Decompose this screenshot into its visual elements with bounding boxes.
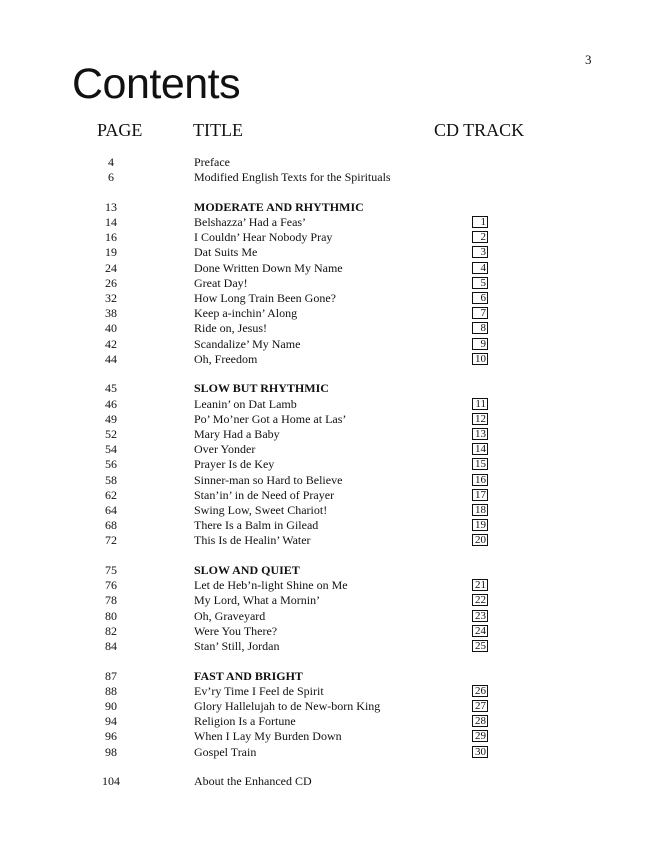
page-title: Contents <box>72 60 241 108</box>
page-number-cell: 38 <box>105 306 117 321</box>
page-number-cell: 94 <box>105 714 117 729</box>
page-number-cell: 80 <box>105 608 117 623</box>
cd-track-number: 10 <box>472 353 488 365</box>
page-number-cell: 75 <box>105 563 117 577</box>
contents-row <box>0 215 648 230</box>
section-title: SLOW AND QUIET <box>194 563 300 577</box>
cd-track-number: 9 <box>472 338 488 350</box>
song-title: How Long Train Been Gone? <box>194 291 336 305</box>
song-title: Done Written Down My Name <box>194 260 343 275</box>
page-number-cell: 24 <box>105 260 117 275</box>
song-title: Prayer Is de Key <box>194 457 275 472</box>
page-number-cell: 6 <box>108 170 114 185</box>
section-heading-row <box>0 381 648 396</box>
contents-row <box>0 457 648 472</box>
cd-track-number: 12 <box>472 413 488 425</box>
page-number-cell: 64 <box>105 502 117 517</box>
song-title: Mary Had a Baby <box>194 427 280 441</box>
contents-row <box>0 624 648 639</box>
contents-row <box>0 533 648 548</box>
section-title: SLOW BUT RHYTHMIC <box>194 381 329 396</box>
contents-row <box>0 593 648 608</box>
contents-row <box>0 503 648 518</box>
contents-row <box>0 155 648 170</box>
page-number-cell: 98 <box>105 744 117 759</box>
song-title: Great Day! <box>194 275 248 290</box>
cd-track-number: 6 <box>472 292 488 304</box>
section-title: MODERATE AND RHYTHMIC <box>194 199 364 214</box>
song-title: This Is de Healin’ Water <box>194 533 311 548</box>
contents-row <box>0 609 648 624</box>
song-title: Ride on, Jesus! <box>194 321 267 336</box>
page-number-cell: 72 <box>105 533 117 548</box>
cd-track-number: 7 <box>472 307 488 319</box>
contents-row <box>0 170 648 185</box>
song-title: Stan’ Still, Jordan <box>194 638 280 653</box>
page-number-cell: 104 <box>102 774 120 789</box>
page-number-cell: 88 <box>105 683 117 698</box>
page-number-cell: 13 <box>105 199 117 214</box>
song-title: Sinner-man so Hard to Believe <box>194 472 343 487</box>
page-number-cell: 62 <box>105 487 117 502</box>
contents-row <box>0 729 648 744</box>
cd-track-number: 19 <box>472 519 488 531</box>
cd-track-number: 8 <box>472 322 488 334</box>
contents-row <box>0 412 648 427</box>
song-title: About the Enhanced CD <box>194 774 312 789</box>
contents-row <box>0 774 648 789</box>
section-title: FAST AND BRIGHT <box>194 668 303 683</box>
cd-track-number: 4 <box>472 262 488 274</box>
contents-row <box>0 291 648 306</box>
song-title: Keep a-inchin’ Along <box>194 306 298 321</box>
song-title: Over Yonder <box>194 442 256 457</box>
song-title: Religion Is a Fortune <box>194 714 296 729</box>
page-number-cell: 54 <box>105 442 117 457</box>
contents-row <box>0 639 648 654</box>
cd-track-number: 14 <box>472 443 488 455</box>
page-number-cell: 26 <box>105 275 117 290</box>
contents-row <box>0 230 648 245</box>
cd-track-number: 1 <box>472 216 488 228</box>
column-header-title: TITLE <box>193 120 243 140</box>
contents-row <box>0 245 648 260</box>
cd-track-number: 11 <box>472 398 488 410</box>
cd-track-number: 17 <box>472 489 488 501</box>
cd-track-number: 29 <box>472 730 488 742</box>
cd-track-number: 30 <box>472 746 488 758</box>
contents-row <box>0 699 648 714</box>
page-number-cell: 44 <box>105 351 117 366</box>
section-heading-row <box>0 200 648 215</box>
song-title: My Lord, What a Mornin’ <box>194 593 321 608</box>
column-header-cd-track: CD TRACK <box>434 120 525 140</box>
song-title: Leanin’ on Dat Lamb <box>194 396 297 411</box>
section-heading-row <box>0 563 648 578</box>
contents-row <box>0 473 648 488</box>
song-title: Gospel Train <box>194 744 257 759</box>
song-title: There Is a Balm in Gilead <box>194 518 319 533</box>
page-number-cell: 82 <box>105 623 117 638</box>
cd-track-number: 13 <box>472 428 488 440</box>
contents-row <box>0 442 648 457</box>
contents-list <box>0 155 648 789</box>
song-title: Ev’ry Time I Feel de Spirit <box>194 683 324 698</box>
page-number-cell: 68 <box>105 518 117 533</box>
contents-row <box>0 321 648 336</box>
page-number-cell: 4 <box>108 155 114 169</box>
cd-track-number: 5 <box>472 277 488 289</box>
contents-row <box>0 306 648 321</box>
page-number-cell: 52 <box>105 427 117 441</box>
cd-track-number: 18 <box>472 504 488 516</box>
page-number-cell: 78 <box>105 593 117 608</box>
song-title: Glory Hallelujah to de New-born King <box>194 699 381 713</box>
contents-row <box>0 745 648 760</box>
contents-row <box>0 337 648 352</box>
page-number-cell: 16 <box>105 230 117 245</box>
page-number-cell: 90 <box>105 699 117 713</box>
song-title: When I Lay My Burden Down <box>194 729 342 744</box>
cd-track-number: 26 <box>472 685 488 697</box>
page-number-cell: 58 <box>105 472 117 487</box>
song-title: I Couldn’ Hear Nobody Pray <box>194 230 333 245</box>
song-title: Oh, Graveyard <box>194 608 266 623</box>
contents-row <box>0 352 648 367</box>
contents-row <box>0 397 648 412</box>
page-number: 3 <box>585 52 592 67</box>
page-number-cell: 84 <box>105 638 117 653</box>
contents-row <box>0 714 648 729</box>
cd-track-number: 28 <box>472 715 488 727</box>
song-title: Scandalize’ My Name <box>194 336 301 351</box>
cd-track-number: 27 <box>472 700 488 712</box>
page-number-cell: 56 <box>105 457 117 472</box>
page-number-cell: 45 <box>105 381 117 396</box>
cd-track-number: 21 <box>472 579 488 591</box>
song-title: Oh, Freedom <box>194 351 258 366</box>
cd-track-number: 2 <box>472 231 488 243</box>
cd-track-number: 23 <box>472 610 488 622</box>
contents-row <box>0 684 648 699</box>
song-title: Swing Low, Sweet Chariot! <box>194 502 328 517</box>
page-number-cell: 40 <box>105 321 117 336</box>
contents-row <box>0 488 648 503</box>
page-number-cell: 96 <box>105 729 117 744</box>
page-number-cell: 49 <box>105 411 117 426</box>
page-number-cell: 42 <box>105 336 117 351</box>
page-number-cell: 76 <box>105 578 117 593</box>
cd-track-number: 20 <box>472 534 488 546</box>
contents-row <box>0 261 648 276</box>
contents-row <box>0 578 648 593</box>
contents-row <box>0 427 648 442</box>
song-title: Preface <box>194 155 230 169</box>
page-number-cell: 87 <box>105 668 117 683</box>
cd-track-number: 15 <box>472 458 488 470</box>
page-number-cell: 46 <box>105 396 117 411</box>
column-header-page: PAGE <box>97 120 143 140</box>
section-heading-row <box>0 669 648 684</box>
song-title: Modified English Texts for the Spirituals <box>194 170 391 185</box>
cd-track-number: 24 <box>472 625 488 637</box>
cd-track-number: 3 <box>472 246 488 258</box>
song-title: Stan’in’ in de Need of Prayer <box>194 487 335 502</box>
page-number-cell: 14 <box>105 215 117 230</box>
song-title: Were You There? <box>194 623 278 638</box>
cd-track-number: 25 <box>472 640 488 652</box>
song-title: Let de Heb’n-light Shine on Me <box>194 578 348 593</box>
song-title: Po’ Mo’ner Got a Home at Las’ <box>194 411 347 426</box>
song-title: Dat Suits Me <box>194 245 258 260</box>
song-title: Belshazza’ Had a Feas’ <box>194 215 307 230</box>
page-number-cell: 32 <box>105 291 117 305</box>
cd-track-number: 22 <box>472 594 488 606</box>
contents-row <box>0 276 648 291</box>
page-number-cell: 19 <box>105 245 117 260</box>
contents-row <box>0 518 648 533</box>
cd-track-number: 16 <box>472 474 488 486</box>
